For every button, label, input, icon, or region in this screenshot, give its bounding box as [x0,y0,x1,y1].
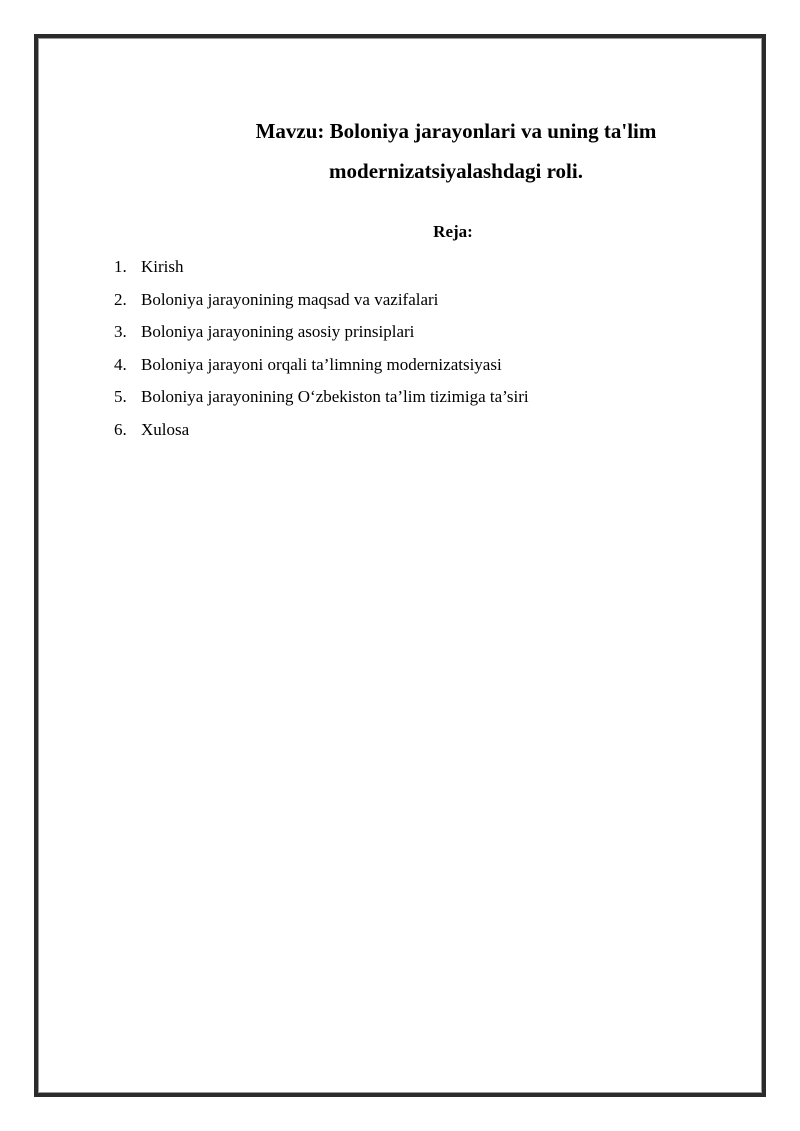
title-line-1: Mavzu: Boloniya jarayonlari va uning ta'lim [255,119,657,143]
list-item-number: 6. [114,419,127,439]
list-item [114,288,529,321]
list-item-number: 4. [114,354,127,374]
list-item [114,320,529,353]
list-item [114,255,529,288]
list-item-number: 5. [114,387,127,406]
list-item-text: Xulosa [141,419,190,439]
page-border [34,34,766,1097]
list-item-text: Kirish [141,257,184,276]
plan-heading: Reja: [433,222,473,241]
title-line-2: modernizatsiyalashdagi roli. [329,159,583,183]
list-item-number: 2. [114,289,127,309]
list-item-number: 3. [114,322,127,341]
list-item [114,353,529,386]
list-item-text: Boloniya jarayonining maqsad va vazifalari [141,289,439,309]
list-item-text: Boloniya jarayoni orqali ta’limning modernizatsiyasi [141,354,502,374]
list-item [114,418,529,451]
list-item-text: Boloniya jarayonining asosiy prinsiplari [141,322,415,341]
list-item-text: Boloniya jarayonining O‘zbekiston ta’lim tizimiga ta’siri [141,387,529,406]
document-title [38,111,800,191]
list-item [114,385,529,418]
plan-list [114,255,529,450]
list-item-number: 1. [114,257,127,276]
